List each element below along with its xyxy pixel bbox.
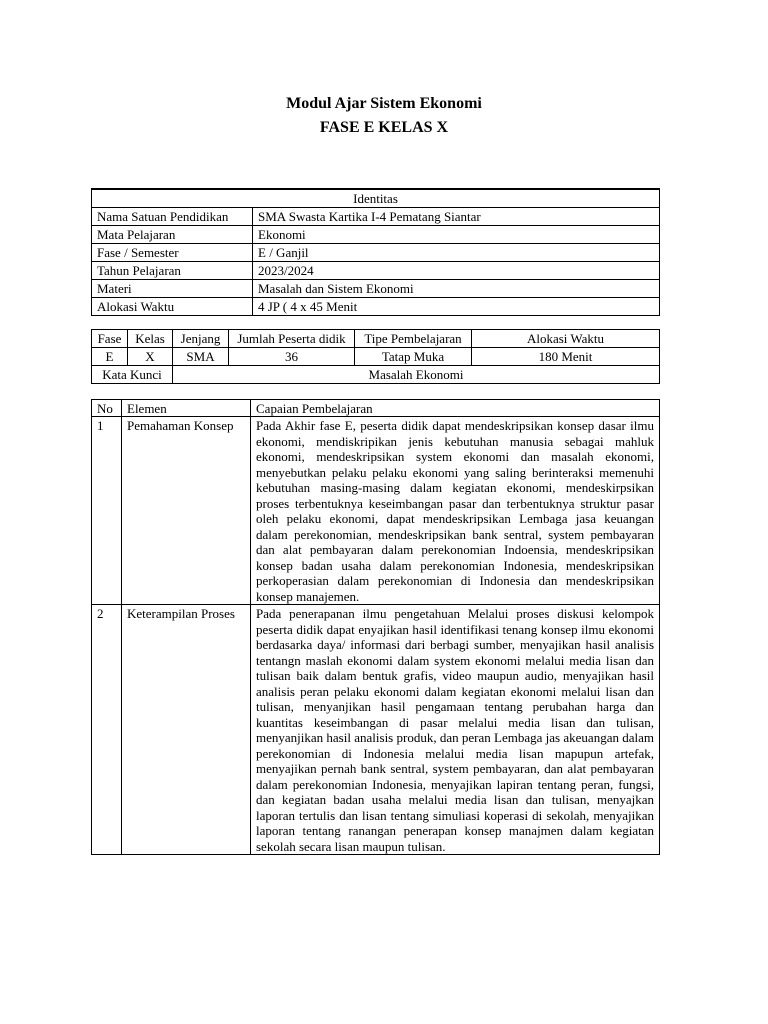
identitas-row	[92, 280, 660, 298]
capaian-no: 1	[92, 417, 122, 605]
fase-value-cell: X	[128, 348, 173, 366]
kata-kunci-value: Masalah Ekonomi	[173, 366, 660, 384]
fase-header-cell: Tipe Pembelajaran	[355, 330, 472, 348]
capaian-header-row	[92, 400, 660, 417]
fase-header-cell: Kelas	[128, 330, 173, 348]
identitas-header: Identitas	[92, 189, 660, 208]
fase-header-cell: Fase	[92, 330, 128, 348]
identitas-value: Ekonomi	[253, 226, 660, 244]
capaian-table	[91, 399, 660, 855]
capaian-elemen: Keterampilan Proses	[122, 605, 251, 855]
identitas-label: Nama Satuan Pendidikan	[92, 208, 253, 226]
fase-header-cell: Jumlah Peserta didik	[229, 330, 355, 348]
capaian-header-elemen: Elemen	[122, 400, 251, 417]
identitas-value: Masalah dan Sistem Ekonomi	[253, 280, 660, 298]
identitas-row	[92, 226, 660, 244]
document-subtitle: FASE E KELAS X	[319, 119, 449, 136]
kata-kunci-label: Kata Kunci	[92, 366, 173, 384]
identitas-header-row	[92, 189, 660, 208]
identitas-row	[92, 244, 660, 262]
fase-value-cell: 180 Menit	[472, 348, 660, 366]
capaian-row	[92, 605, 660, 855]
identitas-value: E / Ganjil	[253, 244, 660, 262]
capaian-description: Pada Akhir fase E, peserta didik dapat mendeskripsikan konsep dasar ilmu ekonomi, mendiskripikan jenis kebutuhan manusia sebagai mahluk ekonomi, mendeskripsikan system ekonomi dan masalah ekonomi, menyebutkan pelaku pelaku ekonomi yang saling berinteraksi memenuhi kebutuhan masing-masing dalam kegiatan ekonomi, mendeskirpsikan proses terbentuknya keseimbangan pasar dan terbentuknya struktur pasar oleh pelaku ekonomi, dapat mendeskripsikan Lembaga jasa keuangan dalam perekonomian, mendeskripsikan bank sentral, system pembayaran dan alat pembayaran dalam perekonomian Indoensia, mendeskripsikan konsep badan usaha dalam perekonomian Indonesia, mendeskripsikan perkoperasian dalam perekonomian di Indonesia dan mendeskripsikan konsep manajemen.	[251, 417, 660, 605]
capaian-elemen: Pemahaman Konsep	[122, 417, 251, 605]
fase-header-cell: Jenjang	[173, 330, 229, 348]
identitas-label: Alokasi Waktu	[92, 298, 253, 316]
identitas-row	[92, 298, 660, 316]
fase-value-cell: Tatap Muka	[355, 348, 472, 366]
fase-value-cell: 36	[229, 348, 355, 366]
capaian-header-no: No	[92, 400, 122, 417]
fase-value-cell: E	[92, 348, 128, 366]
identitas-label: Tahun Pelajaran	[92, 262, 253, 280]
document-title: Modul Ajar Sistem Ekonomi	[286, 95, 482, 112]
identitas-label: Fase / Semester	[92, 244, 253, 262]
fase-value-cell: SMA	[173, 348, 229, 366]
fase-table	[91, 329, 660, 384]
capaian-row	[92, 417, 660, 605]
identitas-row	[92, 262, 660, 280]
identitas-row	[92, 208, 660, 226]
kata-kunci-row	[92, 366, 660, 384]
identitas-value: SMA Swasta Kartika I-4 Pematang Siantar	[253, 208, 660, 226]
fase-value-row	[92, 348, 660, 366]
fase-header-row	[92, 330, 660, 348]
capaian-no: 2	[92, 605, 122, 855]
capaian-description: Pada penerapanan ilmu pengetahuan Melalui proses diskusi kelompok peserta didik dapat enyajikan hasil identifikasi tenang konsep ilmu ekonomi berdasarka daya/ informasi dari berbagi sumber, menyajikan hasil analisis tentangn maslah ekonomi dalam system ekonomi melalui media lisan dan tulisan baik dalam bentuk grafis, video maupun audio, menyajikan hasil analisis peran pelaku ekonomi dalam kegiatan ekonomi melalui lisan dan tulisan, menyanjikan hasil pengamaan tentang perubahan harga dan kuantitas keseimbangan di pasar melalui media lisan dan tulisan, menyanjikan hasil analisis produk, dan peran Lembaga jas akeuangan dalam perekonomian di Indonesia melalui media lisan mapupun artefak, menyajikan pernah bank sentral, system pembayaran, dan alat pembayaran dalam perekonomian Indonesia, menyajikan lapiran tentang peran, fungsi, dan kegiatan badan usaha melalui media lisan dan tulisan, menyajkan laporan tertulis dan lisan tentang simuliasi koperasi di sekolah, menyajikan laporan tentang ranangan penerapan konsep manajmen dalam kegiatan sekolah secara lisan maupun tulisan.	[251, 605, 660, 855]
identitas-label: Materi	[92, 280, 253, 298]
identitas-value: 4 JP ( 4 x 45 Menit	[253, 298, 660, 316]
capaian-header-desc: Capaian Pembelajaran	[251, 400, 660, 417]
fase-header-cell: Alokasi Waktu	[472, 330, 660, 348]
identitas-value: 2023/2024	[253, 262, 660, 280]
identitas-table	[91, 188, 660, 316]
identitas-label: Mata Pelajaran	[92, 226, 253, 244]
